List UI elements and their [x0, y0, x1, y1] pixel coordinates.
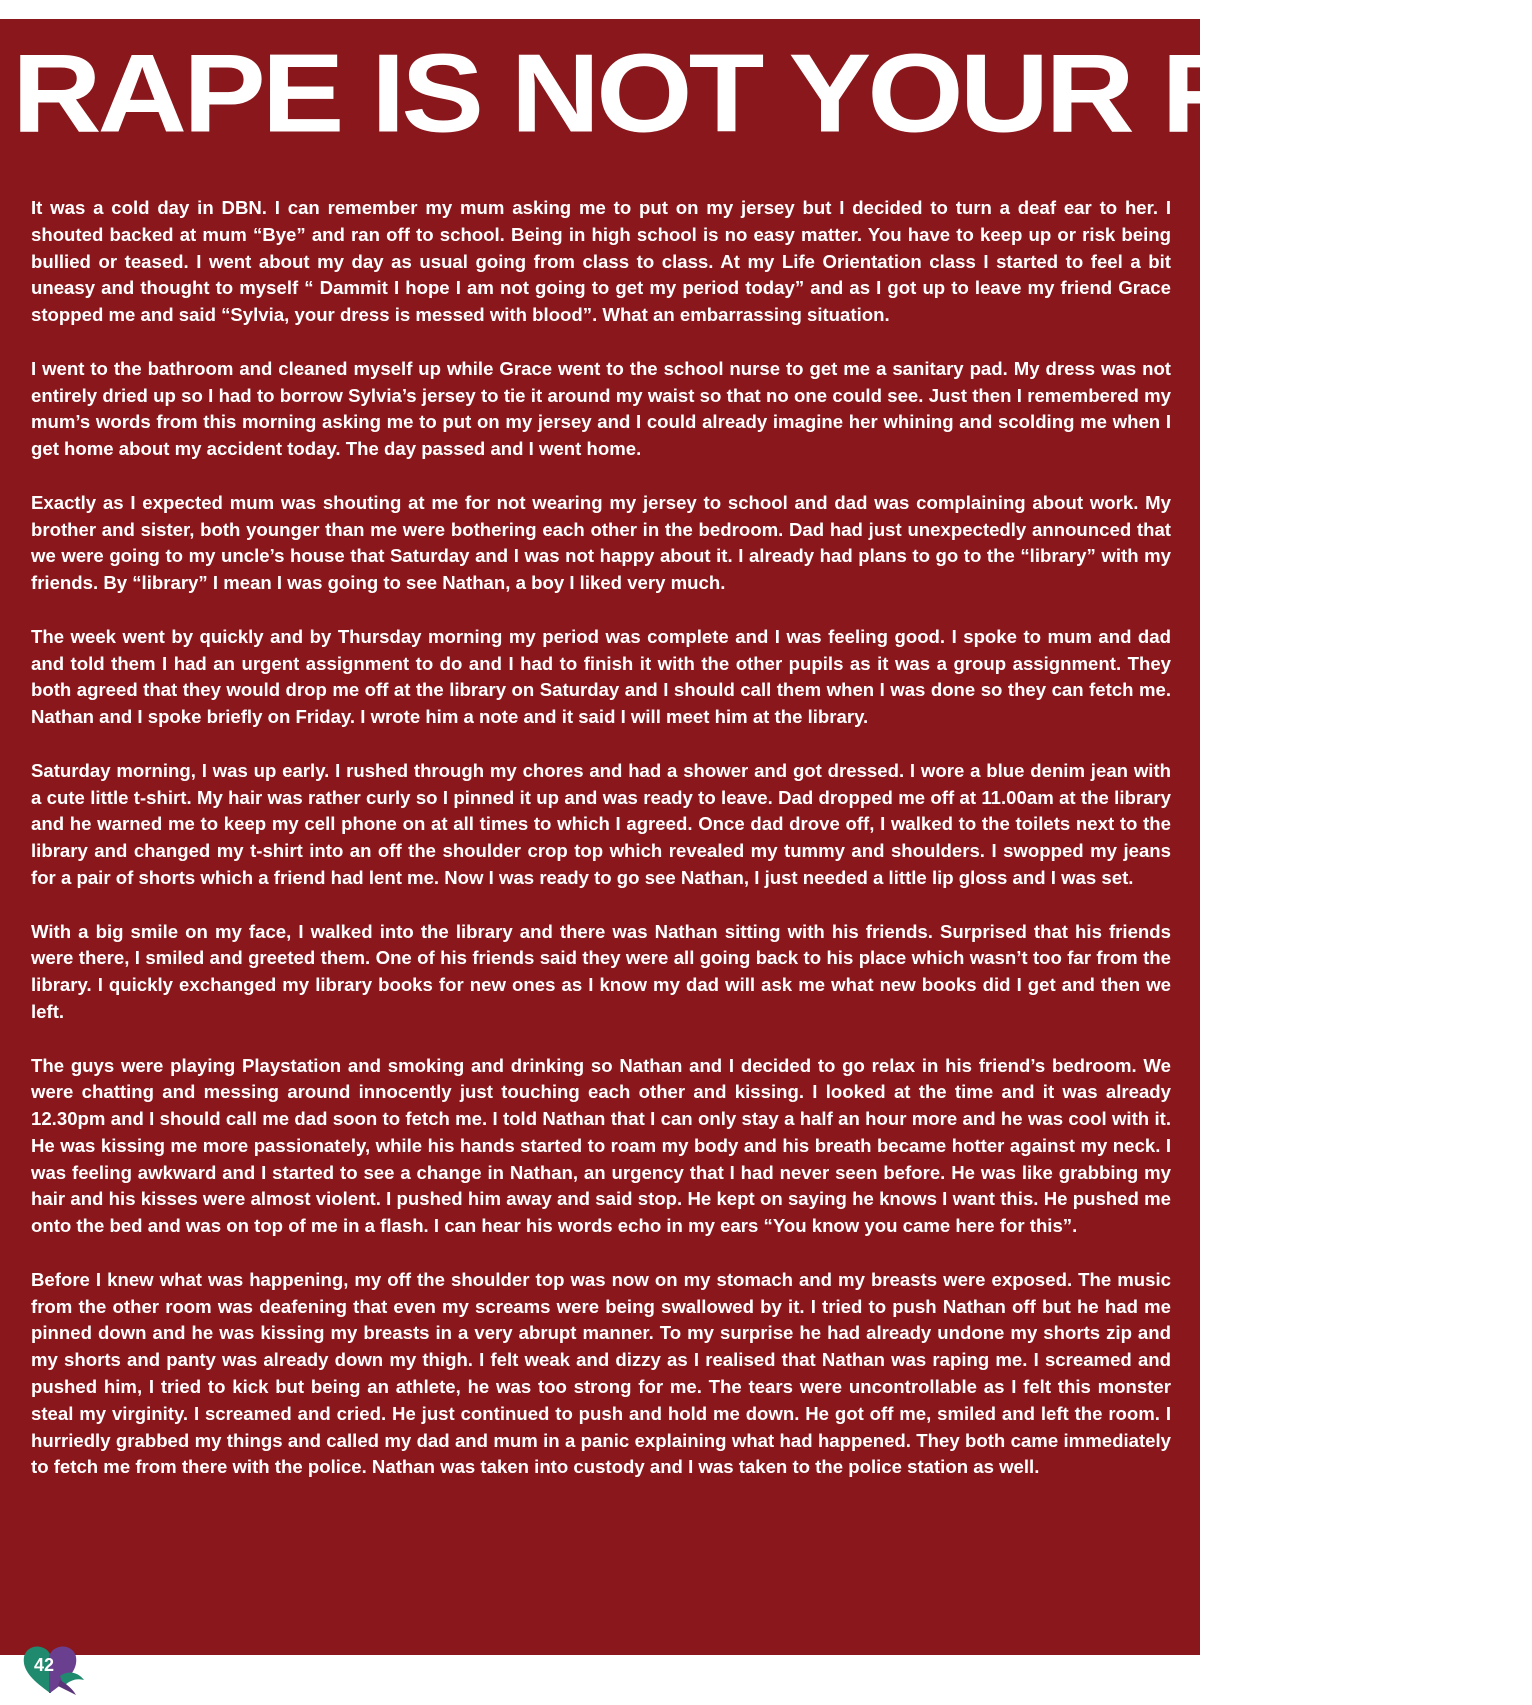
- story-body: [31, 195, 1171, 1481]
- story-paragraph: Exactly as I expected mum was shouting at me for not wearing my jersey to school and dad was complaining about work. My brother and sister, both younger than me were bothering each other in the bedroom. Dad had just unexpectedly announced that we were going to my uncle’s house that Saturday and I was not happy about it. I already had plans to go to the “library” with my friends. By “library” I mean I was going to see Nathan, a boy I liked very much.: [31, 491, 1171, 594]
- headline: RAPE IS NOT YOUR FAULT: [12, 31, 1532, 156]
- story-paragraph: With a big smile on my face, I walked into the library and there was Nathan sitting with his friends. Surprised that his friends were there, I smiled and greeted them. One of his friends said they were all going back to his place which wasn’t too far from the library. I quickly exchanged my library books for new ones as I know my dad will ask me what new books did I get and then we left.: [31, 920, 1171, 1022]
- story-paragraph: It was a cold day in DBN. I can remember my mum asking me to put on my jersey but I decided to turn a deaf ear to her. I shouted backed at mum “Bye” and ran off to school. Being in high school is no easy matter. You have to keep up or risk being bullied or teased. I went about my day as usual going from class to class. At my Life Orientation class I started to feel a bit uneasy and thought to myself “ Dammit I hope I am not going to get my period today” and as I got up to leave my friend Grace stopped me and said “Sylvia, your dress is messed with blood”. What an embarrassing situation.: [31, 197, 1171, 326]
- page-number: 42: [34, 1655, 55, 1675]
- heart-icon: [20, 1640, 90, 1698]
- page-number-badge: [20, 1640, 90, 1698]
- story-paragraph: The guys were playing Playstation and smoking and drinking so Nathan and I decided to go relax in his friend’s bedroom. We were chatting and messing around innocently just touching each other and kissing. I looked at the time and it was already 12.30pm and I should call me dad soon to fetch me. I told Nathan that I can only stay a half an hour more and he was cool with it. He was kissing me more passionately, while his hands started to roam my body and his breath became hotter against my neck. I was feeling awkward and I started to see a change in Nathan, an urgency that I had never seen before. He was like grabbing my hair and his kisses were almost violent. I pushed him away and said stop. He kept on saying he knows I want this. He pushed me onto the bed and was on top of me in a flash. I can hear his words echo in my ears “You know you came here for this”.: [31, 1054, 1171, 1237]
- story-paragraph: Saturday morning, I was up early. I rushed through my chores and had a shower and got dressed. I wore a blue denim jean with a cute little t-shirt. My hair was rather curly so I pinned it up and was ready to leave. Dad dropped me off at 11.00am at the library and he warned me to keep my cell phone on at all times to which I agreed. Once dad drove off, I walked to the toilets next to the library and changed my t-shirt into an off the shoulder crop top which revealed my tummy and shoulders. I swopped my jeans for a pair of shorts which a friend had lent me. Now I was ready to go see Nathan, I just needed a little lip gloss and I was set.: [31, 759, 1171, 888]
- story-paragraph: I went to the bathroom and cleaned myself up while Grace went to the school nurse to get me a sanitary pad. My dress was not entirely dried up so I had to borrow Sylvia’s jersey to tie it around my waist so that no one could see. Just then I remembered my mum’s words from this morning asking me to put on my jersey and I could already imagine her whining and scolding me when I get home about my accident today. The day passed and I went home.: [31, 357, 1171, 460]
- story-paragraph: Before I knew what was happening, my off the shoulder top was now on my stomach and my breasts were exposed. The music from the other room was deafening that even my screams were being swallowed by it. I tried to push Nathan off but he had me pinned down and he was kissing my breasts in a very abrupt manner. To my surprise he had already undone my shorts zip and my shorts and panty was already down my thigh. I felt weak and dizzy as I realised that Nathan was raping me. I screamed and pushed him, I tried to kick but being an athlete, he was too strong for me. The tears were uncontrollable as I felt this monster steal my virginity. I screamed and cried. He just continued to push and hold me down. He got off me, smiled and left the room. I hurriedly grabbed my things and called my dad and mum in a panic explaining what had happened. They both came immediately to fetch me from there with the police. Nathan was taken into custody and I was taken to the police station as well.: [31, 1268, 1171, 1478]
- story-panel: [0, 19, 1532, 1655]
- story-paragraph: The week went by quickly and by Thursday morning my period was complete and I was feeling good. I spoke to mum and dad and told them I had an urgent assignment to do and I had to finish it with the other pupils as it was a group assignment. They both agreed that they would drop me off at the library on Saturday and I should call them when I was done so they can fetch me. Nathan and I spoke briefly on Friday. I wrote him a note and it said I will meet him at the library.: [31, 625, 1171, 728]
